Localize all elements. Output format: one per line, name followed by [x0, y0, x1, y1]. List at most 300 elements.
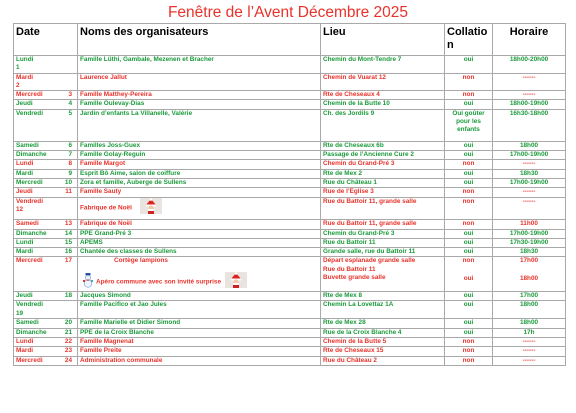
table-row — [14, 292, 566, 301]
day-number: 7 — [68, 151, 72, 159]
date-cell — [14, 91, 78, 100]
time-cell — [493, 328, 566, 337]
place-line: Chemin de la Butte 5 — [323, 337, 387, 345]
day-name: Lundi — [16, 56, 34, 63]
time-cell — [493, 219, 566, 229]
time-value: ------ — [522, 91, 536, 99]
day-number: 8 — [68, 160, 72, 168]
place-cell — [321, 160, 445, 169]
organizer-name: Famille Margot — [80, 160, 126, 168]
place-cell — [321, 356, 445, 365]
organizer-cell — [78, 292, 321, 301]
organizer-cell — [78, 169, 321, 178]
time-value: ------ — [522, 347, 536, 355]
day-name: Jeudi — [16, 100, 33, 108]
place-cell — [321, 328, 445, 337]
place-cell — [321, 151, 445, 160]
snowman-wrap — [80, 272, 96, 291]
snack-value: oui — [463, 56, 474, 63]
table-row — [14, 109, 566, 141]
snack-cell — [445, 188, 493, 197]
snack-value: non — [462, 337, 475, 345]
organizer-cell — [78, 219, 321, 229]
day-number: 18 — [64, 292, 72, 300]
date-cell — [14, 109, 78, 141]
day-name: Samedi — [16, 319, 39, 327]
time-cell — [493, 188, 566, 197]
table-row — [14, 169, 566, 178]
day-name: Dimanche — [16, 151, 47, 159]
place-line: Grande salle, rue du Battoir 11 — [323, 248, 416, 256]
day-number: 21 — [64, 328, 72, 336]
date-cell — [14, 197, 78, 219]
place-cell — [321, 91, 445, 100]
organizer-name: Apéro commune avec son invité surprise — [96, 278, 222, 286]
place-line: Rue du Battoir 11, grande salle — [323, 197, 417, 205]
day-number: 13 — [64, 219, 72, 227]
day-number: 6 — [68, 141, 72, 149]
time-value: 17h00 — [519, 292, 539, 300]
day-name: Dimanche — [16, 328, 47, 336]
organizer-cell — [78, 100, 321, 109]
place-cell — [321, 219, 445, 229]
organizer-cell — [78, 229, 321, 238]
place-line: Rte de Mex 8 — [323, 292, 363, 300]
place-line: Rue de l’Eglise 3 — [323, 188, 374, 196]
header-time: Horaire — [493, 24, 566, 56]
organizer-cell — [78, 151, 321, 160]
day-number: 23 — [64, 347, 72, 355]
place-cell — [321, 141, 445, 150]
date-cell — [14, 73, 78, 91]
snack-cell — [445, 301, 493, 319]
snack-value: non — [462, 347, 475, 355]
organizer-name: Fabrique de Noël — [80, 203, 132, 211]
table-row — [14, 178, 566, 187]
organizer-name: Famille Preite — [80, 347, 122, 355]
snack-value: non — [462, 91, 475, 99]
day-name: Mardi — [16, 73, 34, 81]
time-cell — [493, 160, 566, 169]
snack-cell — [445, 248, 493, 257]
organizer-name: PPE Grand-Pré 3 — [80, 229, 132, 237]
time-cell — [493, 141, 566, 150]
organizer-cell — [78, 91, 321, 100]
place-line: Départ esplanade grande salle — [323, 257, 416, 265]
snack-cell — [445, 347, 493, 356]
table-row — [14, 91, 566, 100]
time-value: 18h00 — [519, 141, 539, 149]
place-line: Chemin de la Butte 10 — [323, 100, 390, 108]
snack-value: oui — [463, 238, 474, 246]
organizer-name: Administration communale — [80, 356, 163, 364]
organizer-name: Familles Joss-Guex — [80, 141, 141, 149]
time-value: ------ — [522, 337, 536, 345]
snack-value: non — [462, 188, 475, 196]
time-value: 18h00 — [519, 301, 539, 309]
time-cell — [493, 301, 566, 319]
date-cell — [14, 229, 78, 238]
place-cell — [321, 169, 445, 178]
place-cell — [321, 292, 445, 301]
organizer-name: Zora et famille, Auberge de Sullens — [80, 178, 187, 186]
time-value: ------ — [522, 197, 536, 205]
snack-value: non — [462, 73, 475, 81]
time-cell — [493, 229, 566, 238]
organizer-cell — [78, 197, 321, 219]
organizer-cell — [78, 178, 321, 187]
place-line: Rue du Battoir 11, grande salle — [323, 219, 417, 227]
date-cell — [14, 292, 78, 301]
day-name: Lundi — [16, 337, 34, 345]
day-name: Mercredi — [16, 178, 43, 186]
date-cell — [14, 248, 78, 257]
santa-icon — [140, 198, 162, 214]
snack-cell — [445, 328, 493, 337]
snack-cell — [445, 151, 493, 160]
organizer-name: Famille Pacifico et Jao Jules — [80, 301, 167, 309]
organizer-cell — [78, 188, 321, 197]
date-cell — [14, 141, 78, 150]
table-row — [14, 328, 566, 337]
organizer-name: Laurence Jallut — [80, 73, 127, 81]
organizer-cell — [78, 238, 321, 247]
date-cell — [14, 356, 78, 365]
organizer-name: Famille Oulevay-Dias — [80, 100, 145, 108]
snowman-icon — [80, 272, 96, 288]
snack-value: oui — [463, 248, 474, 256]
day-number: 2 — [16, 81, 20, 89]
date-cell — [14, 319, 78, 328]
day-number: 17 — [64, 257, 72, 265]
snack-cell — [445, 337, 493, 346]
day-name: Vendredi — [16, 109, 43, 117]
organizer-name: APEMS — [80, 238, 103, 246]
snack-cell — [445, 160, 493, 169]
time-value: 18h00-19h00 — [509, 100, 549, 108]
date-cell — [14, 219, 78, 229]
table-row — [14, 73, 566, 91]
snack-value: oui — [463, 100, 474, 108]
table-row — [14, 301, 566, 319]
organizer-cell — [78, 160, 321, 169]
time-value: 17h — [523, 328, 535, 336]
santa-wrap — [225, 272, 247, 291]
time-value: 18h00-20h00 — [509, 56, 549, 63]
page-title: Fenêtre de l’Avent Décembre 2025 — [167, 4, 409, 21]
time-value: ------ — [522, 160, 536, 168]
snack-cell — [445, 319, 493, 328]
day-number: 3 — [68, 91, 72, 99]
snack-value: non — [462, 257, 475, 265]
date-cell — [14, 188, 78, 197]
table-row — [14, 160, 566, 169]
snack-cell — [445, 257, 493, 292]
table-row — [14, 356, 566, 365]
time-value: 18h30 — [519, 169, 539, 177]
snack-cell — [445, 73, 493, 91]
organizer-cell — [78, 319, 321, 328]
day-name: Mercredi — [16, 356, 43, 364]
day-name: Lundi — [16, 238, 34, 246]
place-cell — [321, 188, 445, 197]
table-row — [14, 56, 566, 74]
organizer-name: PPE de la Croix Blanche — [80, 328, 154, 336]
day-number: 20 — [64, 319, 72, 327]
organizer-cell — [78, 56, 321, 74]
day-number: 14 — [64, 229, 72, 237]
table-row — [14, 337, 566, 346]
date-cell — [14, 169, 78, 178]
day-number: 24 — [64, 356, 72, 364]
organizer-name: Jacques Simond — [80, 292, 131, 300]
organizer-line — [80, 272, 318, 291]
day-name: Samedi — [16, 141, 39, 149]
organizer-name: Famille Marielle et Didier Simond — [80, 319, 181, 327]
place-cell — [321, 100, 445, 109]
organizer-name: Esprit Bô Aime, salon de coiffure — [80, 169, 181, 177]
place-cell — [321, 109, 445, 141]
place-line: Rte de Cheseaux 15 — [323, 347, 384, 355]
snack-value: oui — [463, 319, 474, 327]
snack-cell — [445, 56, 493, 74]
schedule-body — [14, 56, 566, 366]
place-line: Rue du Château 2 — [323, 356, 377, 364]
time-value: 17h00-19h00 — [509, 151, 549, 159]
organizer-cell — [78, 356, 321, 365]
place-line: Rte de Cheseaux 6b — [323, 141, 384, 149]
snack-cell — [445, 238, 493, 247]
time-cell — [493, 238, 566, 247]
time-cell — [493, 347, 566, 356]
time-cell — [493, 151, 566, 160]
time-cell — [493, 73, 566, 91]
place-cell — [321, 337, 445, 346]
organizer-name: Famille Matthey-Pereira — [80, 91, 152, 99]
date-cell — [14, 160, 78, 169]
day-number: 11 — [65, 188, 72, 196]
time-value: 17h30-19h00 — [509, 238, 549, 246]
place-line: Rte de Cheseaux 4 — [323, 91, 380, 99]
place-line: Rue du Battoir 11 — [323, 265, 376, 273]
organizer-cell — [78, 73, 321, 91]
place-cell — [321, 197, 445, 219]
snack-value: oui — [463, 292, 474, 300]
organizer-cell — [78, 109, 321, 141]
place-line: Rte de Mex 2 — [323, 169, 363, 177]
place-line: Rte de Mex 28 — [323, 319, 366, 327]
place-cell — [321, 301, 445, 319]
organizer-name: Famille Sauty — [80, 188, 122, 196]
snack-cell — [445, 229, 493, 238]
organizer-cell — [78, 328, 321, 337]
santa-icon — [225, 272, 247, 288]
snack-cell — [445, 91, 493, 100]
day-number: 12 — [16, 205, 24, 213]
organizer-name: Chantée des classes de Sullens — [80, 248, 177, 256]
date-cell — [14, 178, 78, 187]
day-number: 19 — [16, 309, 24, 317]
day-name: Mardi — [16, 169, 34, 177]
snack-cell — [445, 169, 493, 178]
snack-value: oui — [463, 141, 474, 149]
snack-value: non — [462, 160, 475, 168]
time-value: 17h00-19h00 — [509, 229, 549, 237]
organizer-cell — [78, 141, 321, 150]
organizer-name: Famille Magnenat — [80, 337, 134, 345]
place-cell — [321, 238, 445, 247]
snack-cell — [445, 100, 493, 109]
time-value: 18h00 — [519, 319, 539, 327]
table-row — [14, 219, 566, 229]
time-cell — [493, 91, 566, 100]
place-cell — [321, 248, 445, 257]
place-line: Chemin du Grand-Pré 3 — [323, 229, 395, 237]
snack-cell — [445, 292, 493, 301]
header-organizers: Noms des organisateurs — [78, 24, 321, 56]
day-name: Jeudi — [16, 292, 33, 300]
day-number: 10 — [64, 178, 72, 186]
time-cell — [493, 292, 566, 301]
organizer-name: Famille Golay-Reguin — [80, 151, 146, 159]
date-cell — [14, 100, 78, 109]
organizer-cell — [78, 337, 321, 346]
table-row — [14, 229, 566, 238]
place-cell — [321, 257, 445, 292]
snack-cell — [445, 141, 493, 150]
day-name: Dimanche — [16, 229, 47, 237]
snack-value: oui — [463, 151, 474, 159]
day-number: 22 — [64, 337, 72, 345]
organizer-name: Fabrique de Noël — [80, 219, 132, 227]
snack-value: oui — [463, 229, 474, 237]
header-date: Date — [14, 24, 78, 56]
organizer-cell — [78, 257, 321, 292]
table-row — [14, 248, 566, 257]
place-cell — [321, 347, 445, 356]
time-cell — [493, 56, 566, 74]
snack-value: Oui goûter pour les enfants — [452, 109, 485, 134]
snack-cell — [445, 109, 493, 141]
snack-value: oui — [463, 169, 474, 177]
time-cell — [493, 178, 566, 187]
organizer-cell — [78, 248, 321, 257]
day-name: Vendredi — [16, 301, 43, 309]
header-place: Lieu — [321, 24, 445, 56]
date-cell — [14, 257, 78, 292]
time-cell — [493, 319, 566, 328]
table-row — [14, 141, 566, 150]
place-line: Buvette grande salle — [323, 274, 386, 282]
snack-value: oui — [463, 274, 474, 282]
schedule-table — [13, 23, 566, 366]
snack-value: oui — [463, 301, 474, 309]
table-row — [14, 319, 566, 328]
day-number: 16 — [64, 248, 72, 256]
place-line: Ch. des Jordils 9 — [323, 109, 375, 117]
day-name: Mercredi — [16, 257, 43, 265]
day-name: Mercredi — [16, 91, 43, 99]
organizer-line — [80, 257, 318, 265]
day-number: 5 — [68, 109, 72, 117]
day-number: 4 — [68, 100, 72, 108]
time-value: ------ — [522, 73, 536, 81]
place-cell — [321, 73, 445, 91]
day-number: 9 — [68, 169, 72, 177]
snack-value: oui — [463, 178, 474, 186]
day-number: 15 — [64, 238, 72, 246]
snack-value: oui — [463, 328, 474, 336]
day-name: Vendredi — [16, 197, 43, 205]
snack-cell — [445, 356, 493, 365]
date-cell — [14, 301, 78, 319]
place-cell — [321, 56, 445, 74]
time-cell — [493, 100, 566, 109]
place-cell — [321, 229, 445, 238]
time-value: 18h00 — [519, 274, 539, 282]
time-cell — [493, 257, 566, 292]
snack-value: non — [462, 356, 475, 364]
table-row — [14, 100, 566, 109]
place-line: Chemin La Lovettaz 1A — [323, 301, 394, 309]
date-cell — [14, 151, 78, 160]
time-cell — [493, 109, 566, 141]
date-cell — [14, 56, 78, 74]
time-value: ------ — [522, 188, 536, 196]
snack-value: non — [462, 197, 475, 205]
place-line: Chemin du Grand-Pré 3 — [323, 160, 395, 168]
time-value: 18h30 — [519, 248, 539, 256]
snack-value: non — [462, 219, 475, 227]
place-line: Rue de la Croix Blanche 4 — [323, 328, 402, 336]
place-cell — [321, 319, 445, 328]
time-value: ------ — [522, 356, 536, 364]
time-value: 17h00-19h00 — [509, 178, 549, 186]
date-cell — [14, 238, 78, 247]
day-name: Jeudi — [16, 188, 33, 196]
place-line: Rue du Château 1 — [323, 178, 377, 186]
time-cell — [493, 197, 566, 219]
place-line: Chemin du Mont-Tendre 7 — [323, 56, 402, 63]
organizer-name: Cortège lampions — [114, 257, 168, 265]
table-row — [14, 197, 566, 219]
table-row — [14, 151, 566, 160]
snack-cell — [445, 178, 493, 187]
table-row — [14, 188, 566, 197]
header-snack: Collatio n — [445, 24, 493, 56]
time-value: 11h00 — [520, 219, 538, 227]
snack-cell — [445, 219, 493, 229]
day-name: Samedi — [16, 219, 39, 227]
place-line: Rue du Battoir 11 — [323, 238, 376, 246]
snack-cell — [445, 197, 493, 219]
day-name: Lundi — [16, 160, 34, 168]
organizer-cell — [78, 301, 321, 319]
organizer-name: Jardin d’enfants La Villanelle, Valérie — [80, 109, 193, 117]
date-cell — [14, 347, 78, 356]
place-line: Passage de l’Ancienne Cure 2 — [323, 151, 414, 159]
time-cell — [493, 337, 566, 346]
time-cell — [493, 356, 566, 365]
date-cell — [14, 328, 78, 337]
time-cell — [493, 248, 566, 257]
place-line: Chemin de Vuarat 12 — [323, 73, 386, 81]
organizer-name: Famille Lüthi, Gambale, Mezenen et Bracher — [80, 56, 214, 63]
organizer-cell — [78, 347, 321, 356]
table-row — [14, 238, 566, 247]
table-row — [14, 257, 566, 292]
time-cell — [493, 169, 566, 178]
